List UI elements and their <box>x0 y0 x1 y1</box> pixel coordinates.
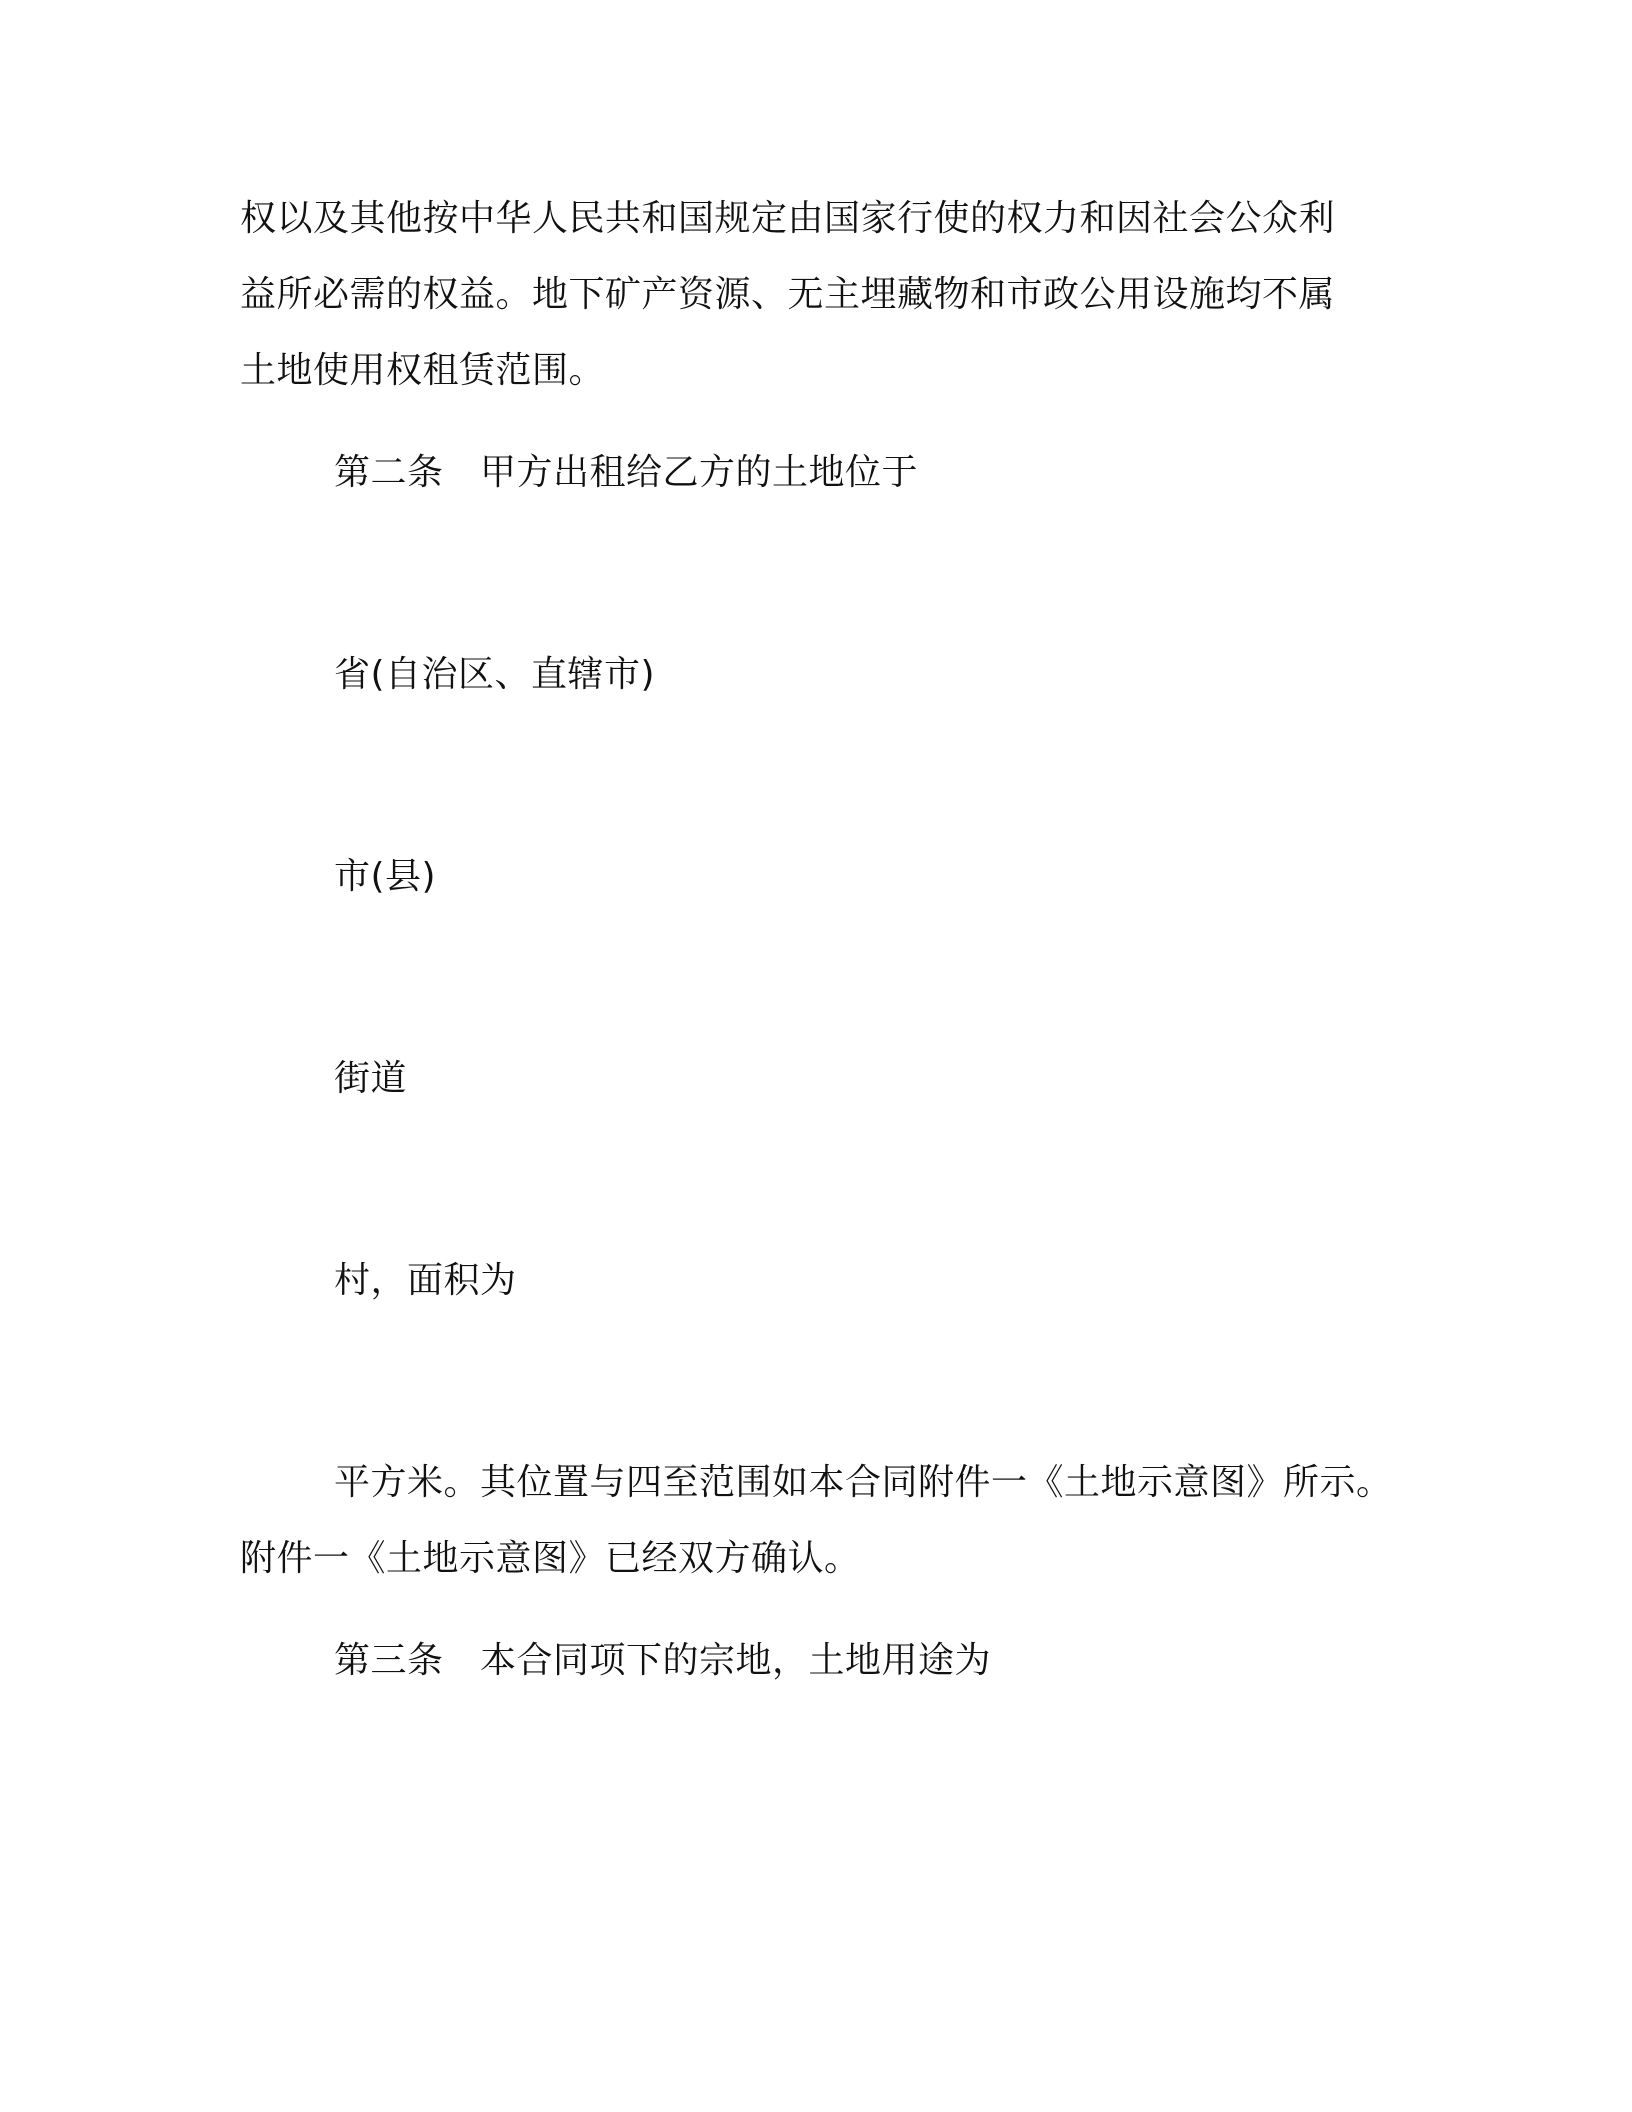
address-city-line: 市(县) <box>334 856 437 897</box>
paragraph-line: 权以及其他按中华人民共和国规定由国家行使的权力和因社会公众利 <box>240 198 1336 239</box>
address-street-line: 街道 <box>334 1058 408 1099</box>
article-2-heading: 第二条 甲方出租给乙方的土地位于 <box>334 452 919 493</box>
address-province-line: 省(自治区、直辖市) <box>334 654 656 695</box>
paragraph-line: 益所必需的权益。地下矿产资源、无主埋藏物和市政公用设施均不属 <box>240 274 1336 315</box>
paragraph-line: 土地使用权租赁范围。 <box>240 350 606 391</box>
area-description-line: 平方米。其位置与四至范围如本合同附件一《土地示意图》所示。 <box>334 1462 1393 1503</box>
address-village-area-line: 村，面积为 <box>334 1260 517 1301</box>
article-3-heading: 第三条 本合同项下的宗地，土地用途为 <box>334 1640 992 1681</box>
area-description-line: 附件一《土地示意图》已经双方确认。 <box>240 1538 861 1579</box>
